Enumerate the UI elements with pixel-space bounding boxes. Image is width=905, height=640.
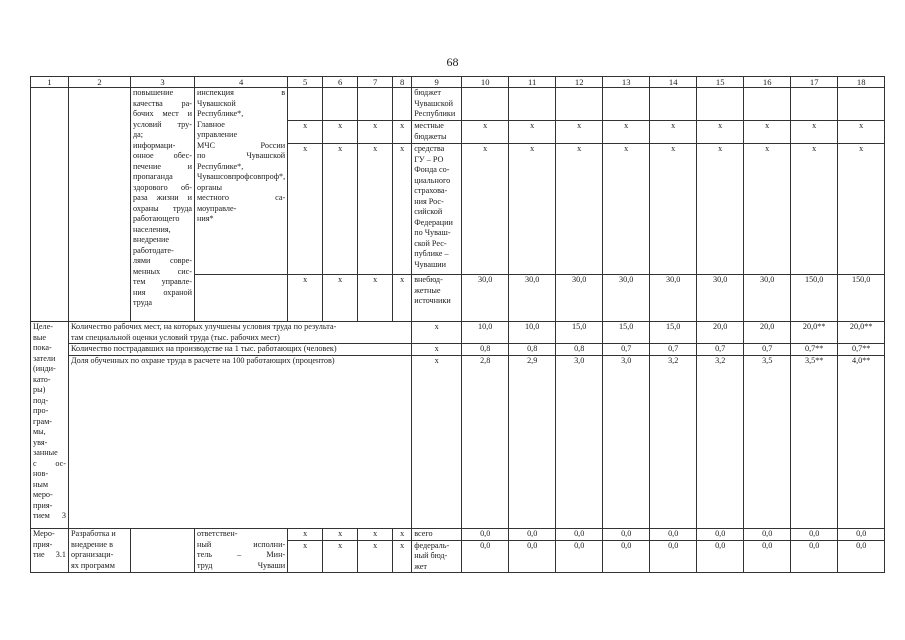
code-cell: x: [323, 144, 358, 275]
indicator-row: [31, 356, 885, 529]
value-cell: 150,0: [838, 275, 885, 322]
value-cell: 0,0: [744, 540, 791, 573]
column-number: 4: [195, 77, 288, 88]
funding-source: внебюд- жетные источники: [412, 275, 462, 322]
table-row: [31, 88, 885, 121]
value-cell: 30,0: [603, 275, 650, 322]
page-number: 68: [446, 55, 459, 69]
value-cell: 0,0: [509, 540, 556, 573]
value-cell: [838, 88, 885, 121]
value-cell: 0,0: [650, 529, 697, 541]
value-cell: [509, 88, 556, 121]
value-cell: 3,2: [697, 356, 744, 529]
empty-cell: [31, 88, 69, 322]
value-cell: x: [509, 121, 556, 144]
value-cell: x: [650, 121, 697, 144]
code-cell: [358, 88, 393, 121]
indicator-row: [31, 344, 885, 356]
header-row: [31, 77, 885, 88]
value-cell: 0,0: [650, 540, 697, 573]
value-cell: [744, 88, 791, 121]
code-cell: x: [288, 540, 323, 573]
value-cell: x: [556, 144, 603, 275]
value-cell: x: [462, 144, 509, 275]
value-cell: 30,0: [697, 275, 744, 322]
code-cell: x: [323, 529, 358, 541]
value-cell: 0,8: [556, 344, 603, 356]
value-cell: x: [603, 144, 650, 275]
value-cell: 3,0: [556, 356, 603, 529]
indicator-mark: x: [412, 344, 462, 356]
value-cell: 20,0: [697, 322, 744, 344]
value-cell: 30,0: [509, 275, 556, 322]
value-cell: 0,0: [509, 529, 556, 541]
code-cell: x: [288, 144, 323, 275]
column-number: 2: [69, 77, 131, 88]
empty-cell: [195, 275, 288, 322]
value-cell: 0,0: [603, 529, 650, 541]
value-cell: 0,0: [462, 540, 509, 573]
indicator-name: Количество пострадавших на производстве на 1 тыс. работающих (человек): [69, 344, 412, 356]
column-number: 7: [358, 77, 393, 88]
value-cell: 3,5: [744, 356, 791, 529]
code-cell: x: [288, 121, 323, 144]
value-cell: 0,0: [791, 529, 838, 541]
value-cell: x: [744, 144, 791, 275]
value-cell: 0,8: [462, 344, 509, 356]
column-number: 3: [131, 77, 195, 88]
value-cell: 0,0: [697, 540, 744, 573]
code-cell: [323, 88, 358, 121]
executor-cell: ответствен- ный исполни- тель – Мин- труд Чуваши: [195, 529, 288, 573]
code-cell: x: [393, 275, 412, 322]
column-number: 16: [744, 77, 791, 88]
value-cell: 0,0: [603, 540, 650, 573]
value-cell: x: [509, 144, 556, 275]
value-cell: 150,0: [791, 275, 838, 322]
value-cell: 30,0: [462, 275, 509, 322]
value-cell: 10,0: [509, 322, 556, 344]
value-cell: 2,9: [509, 356, 556, 529]
value-cell: 15,0: [650, 322, 697, 344]
column-number: 13: [603, 77, 650, 88]
code-cell: [288, 88, 323, 121]
value-cell: 0,7**: [791, 344, 838, 356]
column-number: 8: [393, 77, 412, 88]
value-cell: [650, 88, 697, 121]
code-cell: x: [358, 144, 393, 275]
code-cell: x: [358, 529, 393, 541]
value-cell: 4,0**: [838, 356, 885, 529]
value-cell: [462, 88, 509, 121]
code-cell: x: [288, 275, 323, 322]
code-cell: x: [288, 529, 323, 541]
value-cell: 20,0**: [838, 322, 885, 344]
code-cell: x: [393, 121, 412, 144]
event-label: Меро- прия- тие 3.1: [31, 529, 69, 573]
funding-source: средства ГУ – РО Фонда со- циального страхова- ния Рос- сийской Федерации по Чуваш- ской Рес- публике – Чувашии: [412, 144, 462, 275]
value-cell: 0,0: [744, 529, 791, 541]
code-cell: x: [358, 121, 393, 144]
indicator-row: [31, 322, 885, 344]
indicator-name: Количество рабочих мест, на которых улучшены условия труда по результа- там специальной оценки условий труда (тыс. рабочих мест): [69, 322, 412, 344]
value-cell: x: [838, 121, 885, 144]
value-cell: 0,0: [556, 540, 603, 573]
code-cell: x: [358, 275, 393, 322]
value-cell: 0,0: [838, 529, 885, 541]
value-cell: x: [697, 121, 744, 144]
value-cell: 20,0**: [791, 322, 838, 344]
value-cell: 0,7: [650, 344, 697, 356]
value-cell: 0,7**: [838, 344, 885, 356]
table-row: [31, 529, 885, 541]
value-cell: 10,0: [462, 322, 509, 344]
value-cell: x: [650, 144, 697, 275]
value-cell: x: [791, 144, 838, 275]
indicators-label: Целе- вые пока- затели (инди- като- ры) под- про- грам- мы, увя- занные с ос- нов- ным меро- прия- тием 3: [31, 322, 69, 529]
measure-description: повышение качества ра- бочих мест и условий тру- да; информаци- онное обес- печение и пропаганда здорового об- раза жизни и охраны труда работающего населения, внедрение работодате- лями совре- менных сис- тем управле- ния охраной труда: [131, 88, 195, 322]
column-number: 18: [838, 77, 885, 88]
value-cell: [791, 88, 838, 121]
value-cell: [697, 88, 744, 121]
value-cell: x: [744, 121, 791, 144]
column-number: 10: [462, 77, 509, 88]
value-cell: x: [838, 144, 885, 275]
column-number: 9: [412, 77, 462, 88]
budget-table: [30, 76, 885, 573]
funding-source: бюджет Чувашской Республики: [412, 88, 462, 121]
column-number: 15: [697, 77, 744, 88]
column-number: 12: [556, 77, 603, 88]
value-cell: x: [462, 121, 509, 144]
value-cell: [603, 88, 650, 121]
value-cell: x: [556, 121, 603, 144]
indicator-mark: x: [412, 322, 462, 344]
code-cell: x: [393, 540, 412, 573]
column-number: 11: [509, 77, 556, 88]
value-cell: 0,0: [791, 540, 838, 573]
value-cell: 0,7: [744, 344, 791, 356]
value-cell: 3,5**: [791, 356, 838, 529]
funding-source: всего: [412, 529, 462, 541]
empty-cell: [69, 88, 131, 322]
column-number: 5: [288, 77, 323, 88]
column-number: 14: [650, 77, 697, 88]
column-number: 17: [791, 77, 838, 88]
value-cell: 0,8: [509, 344, 556, 356]
value-cell: [556, 88, 603, 121]
column-number: 1: [31, 77, 69, 88]
column-number: 6: [323, 77, 358, 88]
value-cell: 0,0: [838, 540, 885, 573]
indicator-name: Доля обученных по охране труда в расчете на 100 работающих (процентов): [69, 356, 412, 529]
value-cell: 0,7: [603, 344, 650, 356]
value-cell: 0,0: [462, 529, 509, 541]
code-cell: x: [358, 540, 393, 573]
funding-source: местные бюджеты: [412, 121, 462, 144]
value-cell: x: [603, 121, 650, 144]
code-cell: x: [393, 529, 412, 541]
value-cell: 15,0: [603, 322, 650, 344]
code-cell: [393, 88, 412, 121]
executor-cell: инспекция в Чувашской Республике*, Главное управление МЧС России по Чувашской Республике*, Чувашсовпрофсовпроф*, органы местного са- моуправле- ния*: [195, 88, 288, 275]
funding-source: федераль- ный бюд- жет: [412, 540, 462, 573]
code-cell: x: [323, 275, 358, 322]
event-name: Разработка и внедрение в организаци- ях программ: [69, 529, 131, 573]
value-cell: 0,0: [697, 529, 744, 541]
value-cell: 30,0: [650, 275, 697, 322]
indicator-mark: x: [412, 356, 462, 529]
value-cell: 3,2: [650, 356, 697, 529]
code-cell: x: [393, 144, 412, 275]
value-cell: 0,0: [556, 529, 603, 541]
value-cell: 15,0: [556, 322, 603, 344]
code-cell: x: [323, 540, 358, 573]
code-cell: x: [323, 121, 358, 144]
value-cell: 2,8: [462, 356, 509, 529]
value-cell: x: [791, 121, 838, 144]
value-cell: x: [697, 144, 744, 275]
value-cell: 3,0: [603, 356, 650, 529]
value-cell: 20,0: [744, 322, 791, 344]
value-cell: 30,0: [744, 275, 791, 322]
empty-cell: [131, 529, 195, 573]
value-cell: 30,0: [556, 275, 603, 322]
value-cell: 0,7: [697, 344, 744, 356]
